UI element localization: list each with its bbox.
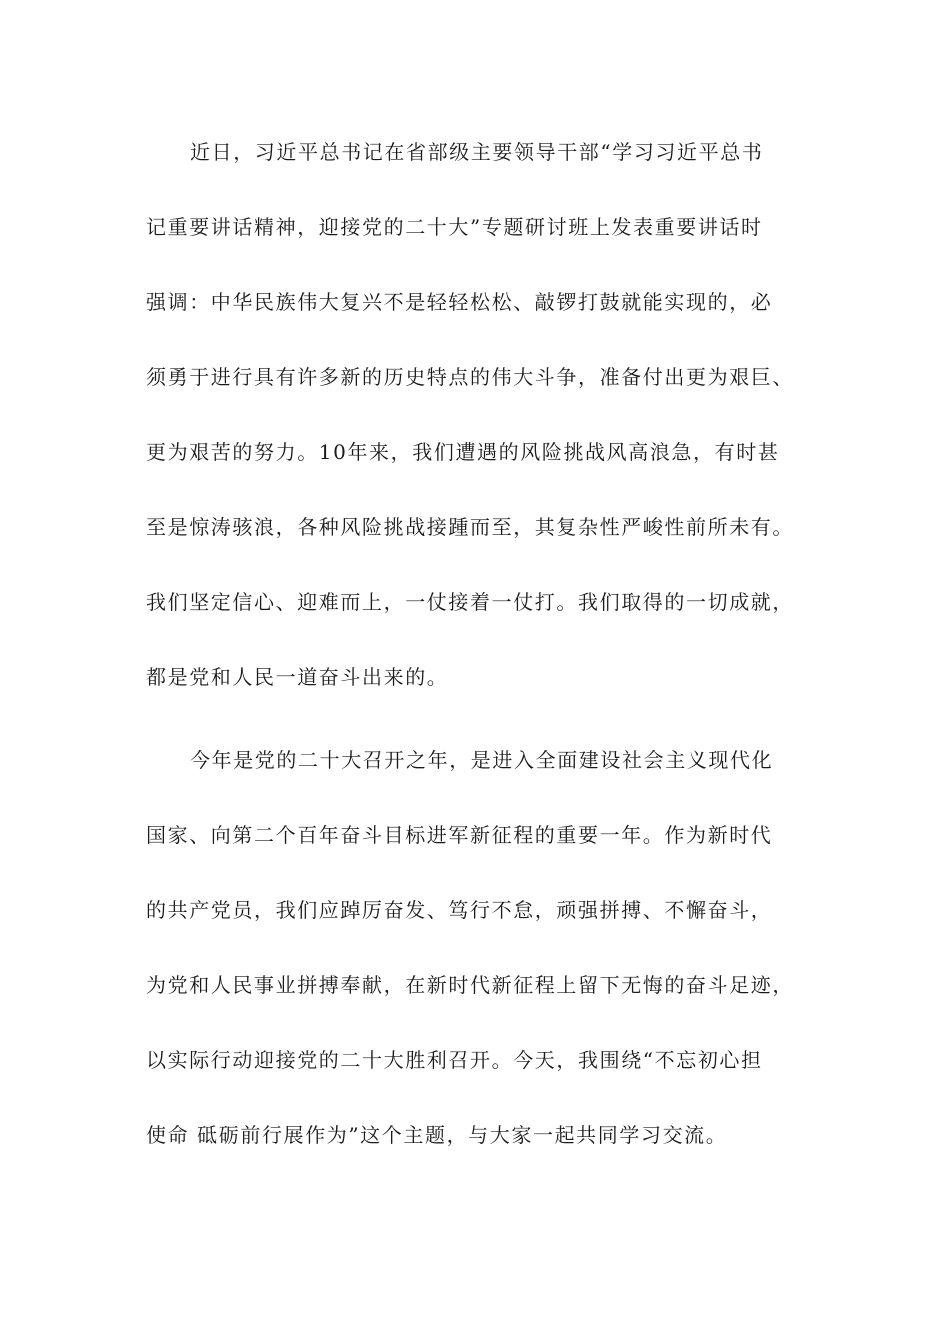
paragraph-line: 都是党和人民一道奋斗出来的。: [146, 665, 449, 689]
paragraph-line: 强调：中华民族伟大复兴不是轻轻松松、敲锣打鼓就能实现的，必: [146, 290, 773, 314]
paragraph-line: 以实际行动迎接党的二十大胜利召开。今天，我围绕“不忘初心担: [146, 1048, 763, 1072]
paragraph-line: 须勇于进行具有许多新的历史特点的伟大斗争，准备付出更为艰巨、: [146, 365, 794, 389]
paragraph-line: 国家、向第二个百年奋斗目标进军新征程的重要一年。作为新时代: [146, 823, 773, 847]
paragraph-line: 今年是党的二十大召开之年，是进入全面建设社会主义现代化: [190, 748, 774, 772]
paragraph-line: 的共产党员，我们应踔厉奋发、笃行不怠，顽强拼搏、不懈奋斗，: [146, 898, 773, 922]
paragraph-line: 近日，习近平总书记在省部级主要领导干部“学习习近平总书: [190, 140, 764, 164]
paragraph-line: 记重要讲话精神，迎接党的二十大”专题研讨班上发表重要讲话时: [146, 215, 763, 239]
paragraph-line: 更为艰苦的努力。10年来，我们遭遇的风险挑战风高浪急，有时甚: [146, 440, 780, 464]
paragraph-line: 为党和人民事业拼搏奉献，在新时代新征程上留下无悔的奋斗足迹，: [146, 973, 794, 997]
paragraph-line: 使命 砥砺前行展作为”这个主题，与大家一起共同学习交流。: [146, 1123, 728, 1147]
paragraph-line: 我们坚定信心、迎难而上，一仗接着一仗打。我们取得的一切成就，: [146, 590, 794, 614]
paragraph-line: 至是惊涛骇浪，各种风险挑战接踵而至，其复杂性严峻性前所未有。: [146, 515, 794, 539]
